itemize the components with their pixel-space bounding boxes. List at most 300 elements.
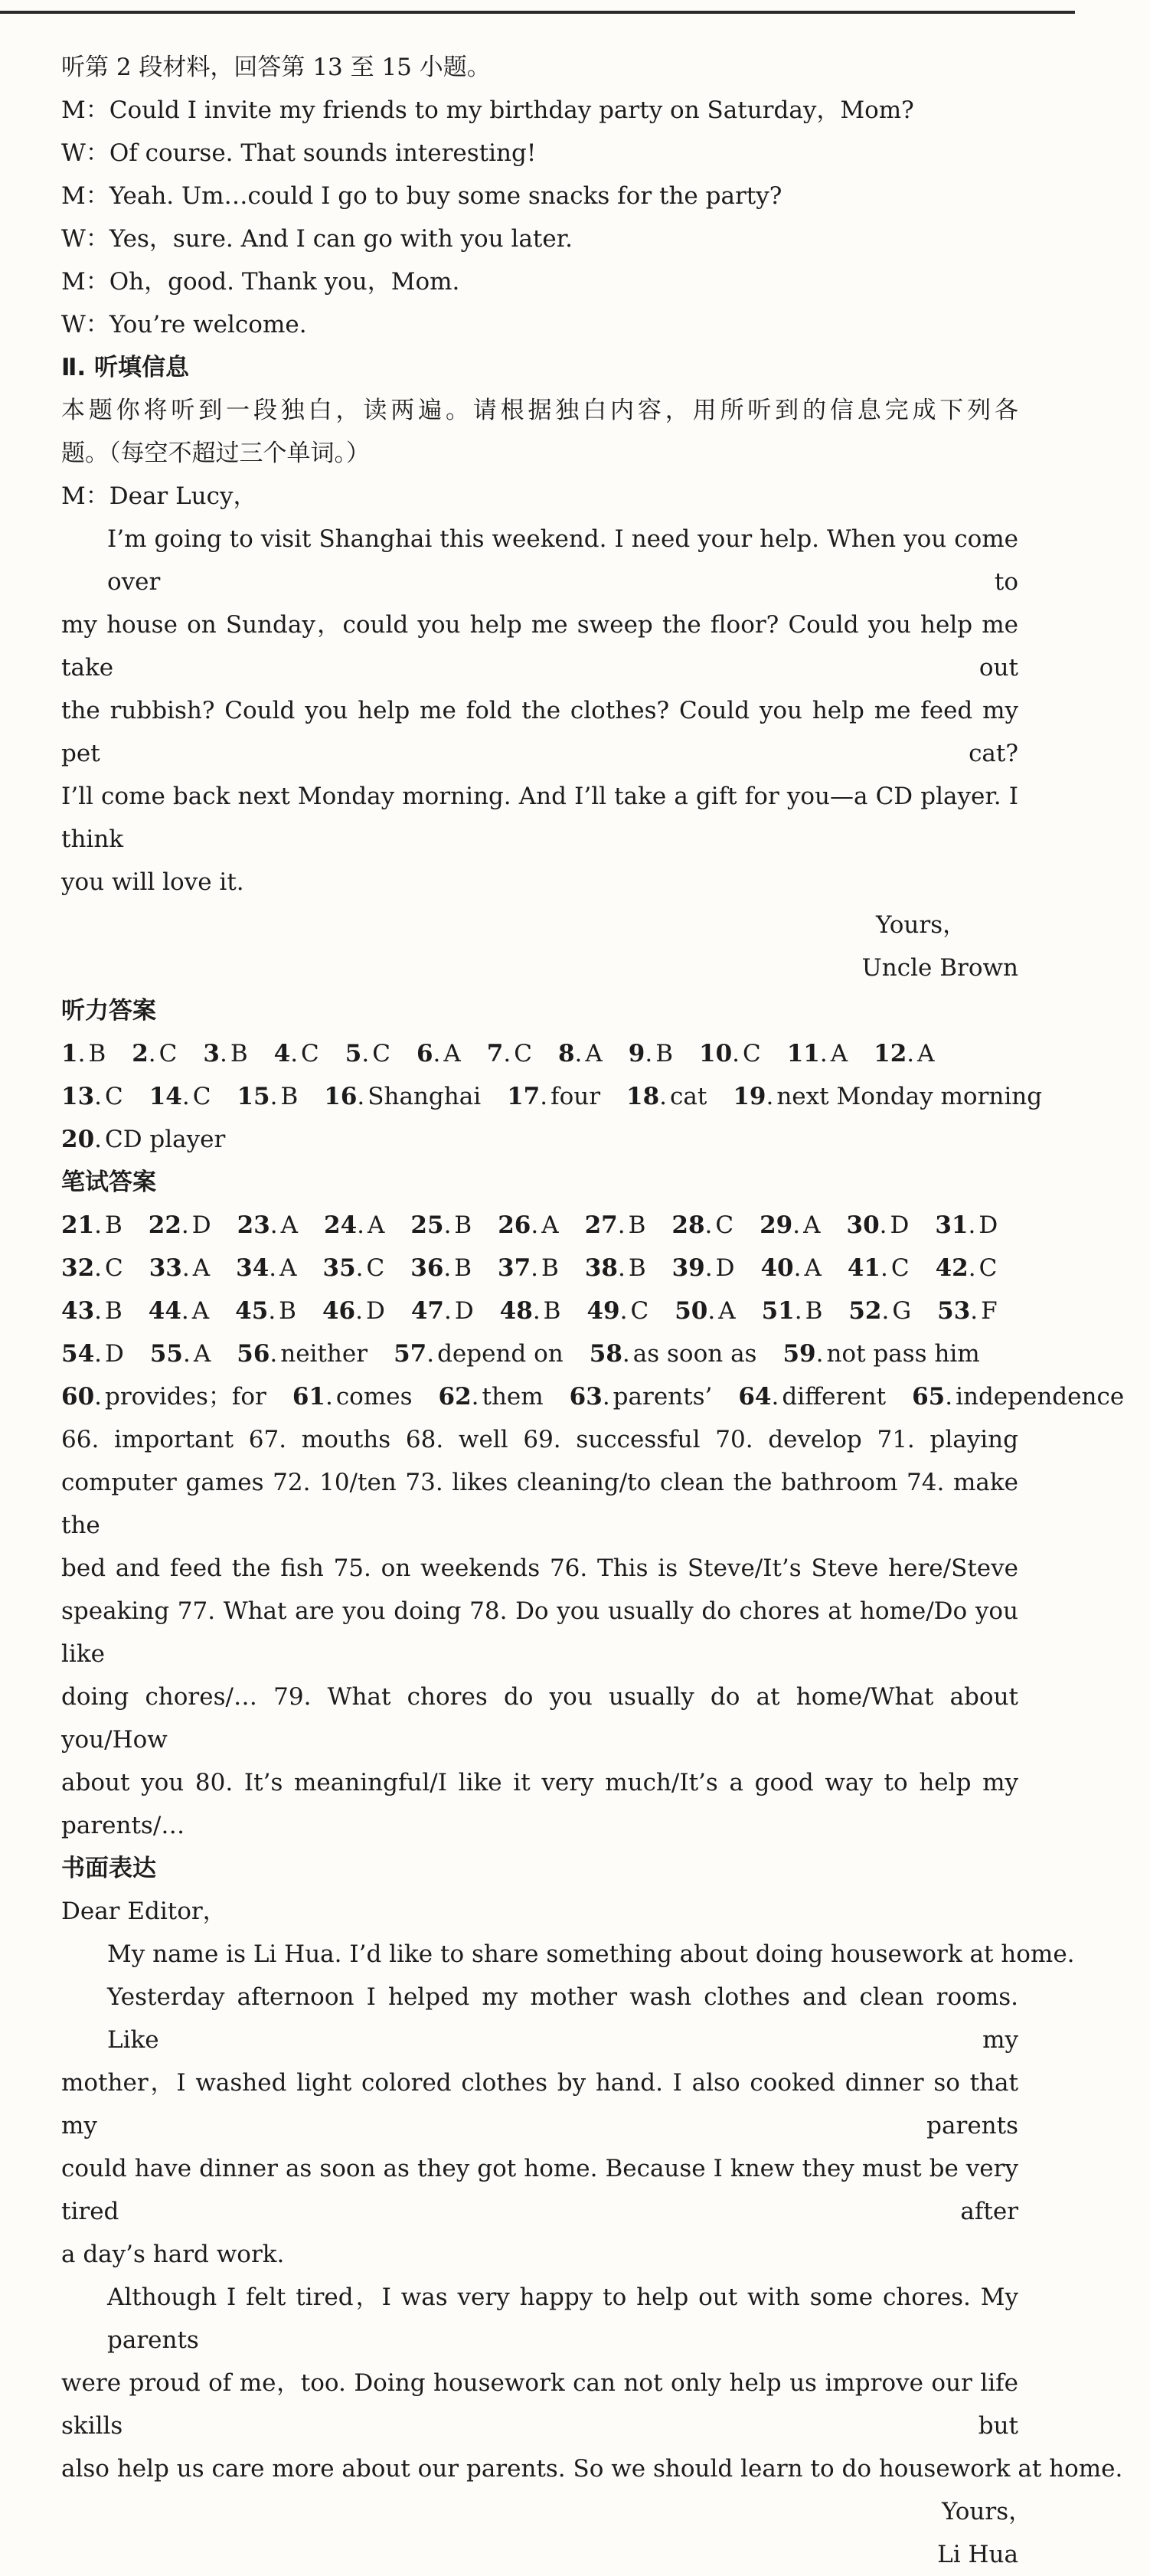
answer-number: 29 bbox=[760, 1211, 793, 1239]
answer-value: B bbox=[655, 1040, 673, 1067]
answer-dot: . bbox=[290, 1040, 299, 1067]
answer-dot: . bbox=[704, 1211, 713, 1239]
answer-value: not pass him bbox=[826, 1340, 980, 1368]
answer-dot: . bbox=[622, 1340, 630, 1368]
answer-value: G bbox=[892, 1297, 912, 1325]
answer-value: B bbox=[230, 1040, 248, 1067]
answer-item bbox=[498, 1204, 558, 1247]
answer-number: 24 bbox=[324, 1211, 358, 1239]
answer-dot: . bbox=[94, 1340, 102, 1368]
written-answers bbox=[61, 1204, 1125, 1418]
section2-intro: 听第 2 段材料，回答第 13 至 15 小题。 bbox=[61, 54, 491, 81]
dialogue bbox=[61, 89, 1018, 346]
answer-number: 30 bbox=[846, 1211, 880, 1239]
answer-dot: . bbox=[94, 1297, 102, 1325]
answer-item bbox=[61, 1247, 123, 1290]
answer-item bbox=[675, 1290, 735, 1332]
answer-item bbox=[61, 1290, 123, 1332]
section-fill-heading: Ⅱ. 听填信息 bbox=[61, 354, 189, 381]
answer-dot: . bbox=[704, 1254, 713, 1282]
answer-dot: . bbox=[659, 1083, 668, 1110]
answer-dot: . bbox=[443, 1254, 452, 1282]
answer-value: B bbox=[454, 1211, 472, 1239]
answer-value: A bbox=[193, 1340, 211, 1368]
answer-value: independence bbox=[956, 1383, 1125, 1411]
answer-value: C bbox=[366, 1254, 385, 1282]
answer-dot: . bbox=[540, 1083, 548, 1110]
letter-body-line: the rubbish? Could you help me fold the clothes? Could you help me feed my pet cat? bbox=[61, 697, 1018, 767]
answer-value: D bbox=[365, 1297, 385, 1325]
answer-value: B bbox=[105, 1297, 123, 1325]
answer-item bbox=[417, 1032, 461, 1075]
answer-item bbox=[760, 1247, 821, 1290]
answer-dot: . bbox=[617, 1211, 626, 1239]
answer-item bbox=[394, 1332, 564, 1375]
writing-signature: Li Hua bbox=[937, 2541, 1018, 2568]
answer-row bbox=[61, 1032, 1018, 1075]
answer-item bbox=[132, 1032, 177, 1075]
answer-dot: . bbox=[766, 1083, 774, 1110]
answer-dot: . bbox=[270, 1211, 278, 1239]
answer-row bbox=[61, 1375, 1125, 1418]
answer-item bbox=[410, 1204, 472, 1247]
answer-number: 33 bbox=[149, 1254, 182, 1282]
answer-number: 58 bbox=[589, 1340, 622, 1368]
answer-dot: . bbox=[880, 1254, 888, 1282]
answer-dot: . bbox=[574, 1040, 583, 1067]
answer-para-line: speaking 77. What are you doing 78. Do you usually do chores at home/Do you like bbox=[61, 1597, 1018, 1668]
answer-value: B bbox=[454, 1254, 472, 1282]
answer-dot: . bbox=[732, 1040, 740, 1067]
answer-number: 23 bbox=[237, 1211, 270, 1239]
answer-value: four bbox=[550, 1083, 601, 1110]
answer-dot: . bbox=[357, 1083, 365, 1110]
answer-number: 43 bbox=[61, 1297, 95, 1325]
answer-item bbox=[586, 1290, 649, 1332]
answer-value: comes bbox=[335, 1383, 413, 1411]
answer-dot: . bbox=[819, 1040, 828, 1067]
answer-value: C bbox=[715, 1211, 734, 1239]
answer-number: 38 bbox=[584, 1254, 618, 1282]
writing-paragraph-3-line: also help us care more about our parents. So we should learn to do housework at home. bbox=[61, 2455, 1123, 2483]
answer-number: 5 bbox=[345, 1040, 362, 1067]
answer-item bbox=[150, 1332, 211, 1375]
answer-number: 26 bbox=[498, 1211, 531, 1239]
answer-value: depend on bbox=[437, 1340, 564, 1368]
writing-paragraph-3-line: Although I felt tired，I was very happy to help out with some chores. My parents bbox=[107, 2283, 1018, 2354]
answer-dot: . bbox=[503, 1040, 511, 1067]
answer-dot: . bbox=[181, 1211, 189, 1239]
answer-row bbox=[61, 1204, 1018, 1247]
answer-value: C bbox=[192, 1083, 211, 1110]
answer-item bbox=[626, 1075, 707, 1118]
answer-value: CD player bbox=[105, 1126, 226, 1153]
answer-number: 57 bbox=[394, 1340, 427, 1368]
answer-number: 8 bbox=[557, 1040, 575, 1067]
letter-closing: Yours， bbox=[876, 911, 967, 939]
answer-item bbox=[507, 1075, 600, 1118]
answer-number: 54 bbox=[61, 1340, 95, 1368]
answer-dot: . bbox=[792, 1211, 801, 1239]
answer-value: Shanghai bbox=[368, 1083, 482, 1110]
answer-dot: . bbox=[94, 1126, 102, 1153]
answer-item bbox=[738, 1375, 886, 1418]
answer-dot: . bbox=[617, 1254, 626, 1282]
answer-value: A bbox=[803, 1211, 821, 1239]
answer-value: A bbox=[368, 1211, 385, 1239]
answer-item bbox=[149, 1204, 211, 1247]
answer-value: A bbox=[191, 1297, 210, 1325]
answer-item bbox=[848, 1247, 910, 1290]
answer-item bbox=[912, 1375, 1124, 1418]
answer-dot: . bbox=[357, 1211, 365, 1239]
answer-row bbox=[61, 1075, 1043, 1118]
written-answers-heading: 笔试答案 bbox=[61, 1169, 156, 1196]
answer-value: C bbox=[630, 1297, 649, 1325]
answer-item bbox=[439, 1375, 544, 1418]
answer-number: 37 bbox=[498, 1254, 531, 1282]
answer-number: 64 bbox=[738, 1383, 772, 1411]
writing-salutation: Dear Editor， bbox=[61, 1898, 227, 1925]
answer-value: as soon as bbox=[632, 1340, 757, 1368]
answer-dot: . bbox=[471, 1383, 479, 1411]
answer-number: 49 bbox=[586, 1297, 620, 1325]
answer-value: parents’ bbox=[613, 1383, 713, 1411]
answer-item bbox=[585, 1247, 646, 1290]
letter-signature: Uncle Brown bbox=[861, 954, 1018, 982]
listening-answers-heading: 听力答案 bbox=[61, 997, 156, 1025]
answer-number: 9 bbox=[628, 1040, 645, 1067]
answer-item bbox=[236, 1247, 296, 1290]
answer-dot: . bbox=[268, 1297, 276, 1325]
writing-paragraph-1: My name is Li Hua. I’d like to share something about doing housework at home. bbox=[107, 1940, 1075, 1968]
answer-dot: . bbox=[771, 1383, 779, 1411]
answer-item bbox=[149, 1075, 211, 1118]
answer-item bbox=[61, 1375, 266, 1418]
answer-item bbox=[292, 1375, 413, 1418]
answer-item bbox=[237, 1204, 298, 1247]
answer-number: 34 bbox=[236, 1254, 270, 1282]
answer-para-line: doing chores/… 79. What chores do you usually do at home/What about you/How bbox=[61, 1683, 1018, 1754]
answer-value: A bbox=[917, 1040, 935, 1067]
answer-dot: . bbox=[181, 1254, 190, 1282]
writing-paragraph-2-line: a day’s hard work. bbox=[61, 2241, 285, 2268]
answer-number: 25 bbox=[410, 1211, 444, 1239]
answer-number: 10 bbox=[699, 1040, 733, 1067]
answer-item bbox=[937, 1290, 998, 1332]
answer-row bbox=[61, 1247, 1018, 1290]
answer-number: 4 bbox=[273, 1040, 291, 1067]
answer-number: 48 bbox=[499, 1297, 533, 1325]
answer-dot: . bbox=[881, 1297, 890, 1325]
answer-item bbox=[61, 1032, 106, 1075]
answer-item bbox=[235, 1290, 296, 1332]
answer-number: 12 bbox=[874, 1040, 907, 1067]
answer-item bbox=[203, 1032, 247, 1075]
answer-item bbox=[500, 1290, 561, 1332]
answer-item bbox=[558, 1032, 603, 1075]
answer-value: them bbox=[482, 1383, 544, 1411]
instruction-line: 题。（每空不超过三个单词。） bbox=[61, 440, 370, 467]
answer-number: 32 bbox=[61, 1254, 95, 1282]
answer-dot: . bbox=[968, 1254, 976, 1282]
dialogue-line: M：Could I invite my friends to my birthday party on Saturday，Mom? bbox=[61, 96, 914, 124]
answer-page bbox=[61, 46, 1125, 2576]
answer-number: 22 bbox=[148, 1211, 181, 1239]
answer-number: 13 bbox=[61, 1083, 95, 1110]
answer-number: 60 bbox=[61, 1383, 95, 1411]
answer-item bbox=[322, 1290, 385, 1332]
answer-value: D bbox=[890, 1211, 910, 1239]
answer-item bbox=[149, 1290, 209, 1332]
answer-dot: . bbox=[94, 1383, 102, 1411]
answer-number: 11 bbox=[786, 1040, 820, 1067]
answer-value: D bbox=[978, 1211, 998, 1239]
answer-dot: . bbox=[645, 1040, 653, 1067]
answer-dot: . bbox=[181, 1083, 190, 1110]
answer-value: next Monday morning bbox=[776, 1083, 1043, 1110]
answer-value: C bbox=[743, 1040, 761, 1067]
answer-dot: . bbox=[815, 1340, 824, 1368]
answer-item bbox=[585, 1204, 646, 1247]
answer-item bbox=[61, 1332, 124, 1375]
answer-para-line: computer games 72. 10/ten 73. likes cleaning/to clean the bathroom 74. make the bbox=[61, 1469, 1018, 1539]
answer-number: 16 bbox=[324, 1083, 358, 1110]
answer-dot: . bbox=[619, 1297, 628, 1325]
answer-value: A bbox=[830, 1040, 848, 1067]
dialogue-line: W：Yes，sure. And I can go with you later. bbox=[61, 225, 573, 253]
answer-number: 14 bbox=[149, 1083, 182, 1110]
answer-number: 52 bbox=[848, 1297, 882, 1325]
answer-value: C bbox=[890, 1254, 910, 1282]
answer-para-line: 66. important 67. mouths 68. well 69. successful 70. develop 71. playing bbox=[61, 1426, 1018, 1453]
answer-number: 59 bbox=[782, 1340, 816, 1368]
answer-number: 6 bbox=[416, 1040, 433, 1067]
answer-value: C bbox=[105, 1083, 123, 1110]
answer-number: 56 bbox=[237, 1340, 270, 1368]
answer-value: D bbox=[105, 1340, 124, 1368]
answer-number: 65 bbox=[912, 1383, 946, 1411]
letter-body-line: my house on Sunday，could you help me sweep the floor? Could you help me take out bbox=[61, 611, 1018, 682]
answer-dot: . bbox=[183, 1340, 191, 1368]
answer-number: 55 bbox=[149, 1340, 183, 1368]
writing-closing: Yours， bbox=[942, 2498, 1033, 2525]
answer-number: 21 bbox=[61, 1211, 95, 1239]
answer-item bbox=[787, 1032, 848, 1075]
answer-dot: . bbox=[77, 1040, 86, 1067]
answer-item bbox=[61, 1204, 123, 1247]
dialogue-line: W：You’re welcome. bbox=[61, 311, 307, 338]
writing-paragraph-2-line: could have dinner as soon as they got home. Because I knew they must be very tired after bbox=[61, 2155, 1018, 2225]
answer-item bbox=[498, 1247, 559, 1290]
answer-number: 63 bbox=[569, 1383, 603, 1411]
answer-value: A bbox=[279, 1254, 297, 1282]
dialogue-line: W：Of course. That sounds interesting! bbox=[61, 139, 537, 167]
answer-value: A bbox=[585, 1040, 603, 1067]
answer-number: 36 bbox=[410, 1254, 444, 1282]
answer-dot: . bbox=[94, 1083, 102, 1110]
answer-value: A bbox=[192, 1254, 211, 1282]
writing-paragraph-3-line: were proud of me，too. Doing housework can not only help us improve our life skills but bbox=[61, 2369, 1018, 2440]
answer-value: C bbox=[514, 1040, 532, 1067]
answer-dot: . bbox=[531, 1254, 539, 1282]
answer-item bbox=[61, 1118, 225, 1161]
answer-para-line: parents/… bbox=[61, 1812, 185, 1839]
letter-body-line: I’m going to visit Shanghai this weekend. I need your help. When you come over to bbox=[107, 525, 1018, 596]
answer-item bbox=[699, 1032, 761, 1075]
answer-item bbox=[672, 1247, 735, 1290]
answer-item bbox=[237, 1332, 368, 1375]
answer-dot: . bbox=[355, 1297, 363, 1325]
answer-item bbox=[324, 1204, 384, 1247]
answer-item bbox=[847, 1204, 910, 1247]
answer-dot: . bbox=[94, 1254, 102, 1282]
answer-value: A bbox=[804, 1254, 822, 1282]
answer-value: B bbox=[628, 1211, 646, 1239]
answer-value: different bbox=[782, 1383, 887, 1411]
answer-value: F bbox=[981, 1297, 998, 1325]
answer-item bbox=[487, 1032, 532, 1075]
answer-number: 45 bbox=[235, 1297, 269, 1325]
answer-item bbox=[274, 1032, 319, 1075]
answer-number: 19 bbox=[733, 1083, 766, 1110]
answer-number: 50 bbox=[675, 1297, 708, 1325]
answer-number: 61 bbox=[292, 1383, 325, 1411]
answer-value: C bbox=[978, 1254, 998, 1282]
answer-value: B bbox=[541, 1254, 559, 1282]
answer-dot: . bbox=[532, 1297, 541, 1325]
writing-closing-wrap bbox=[61, 2490, 1033, 2533]
answer-item bbox=[324, 1075, 481, 1118]
answer-dot: . bbox=[968, 1211, 976, 1239]
answer-dot: . bbox=[945, 1383, 953, 1411]
writing-paragraph-2-line: mother，I washed light colored clothes by hand. I also cooked dinner so that my parents bbox=[61, 2069, 1018, 2140]
listening-answers bbox=[61, 1032, 1043, 1161]
answer-value: D bbox=[715, 1254, 735, 1282]
answer-value: C bbox=[158, 1040, 178, 1067]
answer-dot: . bbox=[219, 1040, 227, 1067]
answer-row bbox=[61, 1332, 1018, 1375]
answer-number: 1 bbox=[61, 1040, 78, 1067]
answer-number: 7 bbox=[486, 1040, 504, 1067]
letter-body-line: I’ll come back next Monday morning. And I’ll take a gift for you—a CD player. I think bbox=[61, 783, 1018, 853]
answer-row bbox=[61, 1118, 1018, 1161]
answer-number: 28 bbox=[671, 1211, 705, 1239]
dialogue-line: M：Oh，good. Thank you，Mom. bbox=[61, 268, 460, 296]
answer-item bbox=[671, 1204, 733, 1247]
answer-dot: . bbox=[269, 1254, 277, 1282]
answer-dot: . bbox=[355, 1254, 364, 1282]
answer-number: 40 bbox=[760, 1254, 794, 1282]
answer-dot: . bbox=[707, 1297, 716, 1325]
answer-value: B bbox=[280, 1083, 299, 1110]
answer-item bbox=[411, 1290, 474, 1332]
answer-item bbox=[61, 1075, 123, 1118]
answer-dot: . bbox=[879, 1211, 887, 1239]
answer-dot: . bbox=[602, 1383, 610, 1411]
answer-value: cat bbox=[670, 1083, 707, 1110]
answer-dot: . bbox=[148, 1040, 156, 1067]
answer-number: 51 bbox=[761, 1297, 795, 1325]
answer-value: A bbox=[443, 1040, 461, 1067]
letter-closing-wrap bbox=[61, 904, 1018, 946]
answer-number: 46 bbox=[322, 1297, 356, 1325]
answer-value: B bbox=[88, 1040, 106, 1067]
answer-value: B bbox=[279, 1297, 296, 1325]
letter-salutation: M：Dear Lucy， bbox=[61, 482, 257, 510]
answer-number: 3 bbox=[203, 1040, 220, 1067]
answer-item bbox=[782, 1332, 979, 1375]
answer-number: 53 bbox=[937, 1297, 971, 1325]
answer-number: 18 bbox=[626, 1083, 660, 1110]
answer-number: 17 bbox=[507, 1083, 541, 1110]
dialogue-line: M：Yeah. Um…could I go to buy some snacks for the party? bbox=[61, 182, 782, 210]
answer-dot: . bbox=[531, 1211, 539, 1239]
writing-paragraph-2-line: Yesterday afternoon I helped my mother wash clothes and clean rooms. Like my bbox=[107, 1983, 1018, 2054]
answer-item bbox=[345, 1032, 390, 1075]
answer-number: 41 bbox=[847, 1254, 880, 1282]
answer-item bbox=[323, 1247, 385, 1290]
answer-item bbox=[237, 1075, 298, 1118]
answer-item bbox=[570, 1375, 713, 1418]
answer-dot: . bbox=[793, 1254, 802, 1282]
answer-number: 2 bbox=[132, 1040, 149, 1067]
answer-dot: . bbox=[794, 1297, 802, 1325]
answer-para-line: about you 80. It’s meaningful/I like it very much/It’s a good way to help my bbox=[61, 1769, 1018, 1796]
answer-dot: . bbox=[907, 1040, 915, 1067]
answer-number: 20 bbox=[61, 1126, 95, 1153]
answer-number: 31 bbox=[935, 1211, 969, 1239]
answer-dot: . bbox=[443, 1297, 452, 1325]
answer-dot: . bbox=[361, 1040, 370, 1067]
answer-value: D bbox=[454, 1297, 474, 1325]
answer-number: 42 bbox=[935, 1254, 969, 1282]
answer-number: 35 bbox=[322, 1254, 356, 1282]
answer-number: 27 bbox=[584, 1211, 618, 1239]
answer-dot: . bbox=[181, 1297, 189, 1325]
answer-value: B bbox=[805, 1297, 823, 1325]
answer-row bbox=[61, 1290, 1018, 1332]
answer-item bbox=[935, 1204, 998, 1247]
top-rule bbox=[0, 11, 1075, 14]
answer-value: A bbox=[541, 1211, 559, 1239]
answer-value: A bbox=[718, 1297, 736, 1325]
letter-body-line: you will love it. bbox=[61, 868, 244, 896]
answer-dot: . bbox=[94, 1211, 102, 1239]
answer-item bbox=[410, 1247, 472, 1290]
answer-item bbox=[149, 1247, 210, 1290]
answer-value: B bbox=[628, 1254, 646, 1282]
answer-value: B bbox=[543, 1297, 561, 1325]
answer-value: provides；for bbox=[105, 1383, 266, 1411]
answer-value: C bbox=[372, 1040, 390, 1067]
answer-dot: . bbox=[426, 1340, 435, 1368]
answer-dot: . bbox=[270, 1083, 278, 1110]
answer-dot: . bbox=[433, 1040, 441, 1067]
answer-item bbox=[848, 1290, 911, 1332]
answer-dot: . bbox=[970, 1297, 978, 1325]
answer-item bbox=[762, 1290, 823, 1332]
answer-value: C bbox=[301, 1040, 319, 1067]
answer-item bbox=[629, 1032, 673, 1075]
answer-item bbox=[760, 1204, 820, 1247]
written-answers-paragraph bbox=[61, 1418, 1018, 1847]
answer-value: neither bbox=[280, 1340, 368, 1368]
answer-number: 62 bbox=[438, 1383, 472, 1411]
answer-number: 39 bbox=[671, 1254, 705, 1282]
answer-dot: . bbox=[325, 1383, 333, 1411]
answer-item bbox=[874, 1032, 934, 1075]
